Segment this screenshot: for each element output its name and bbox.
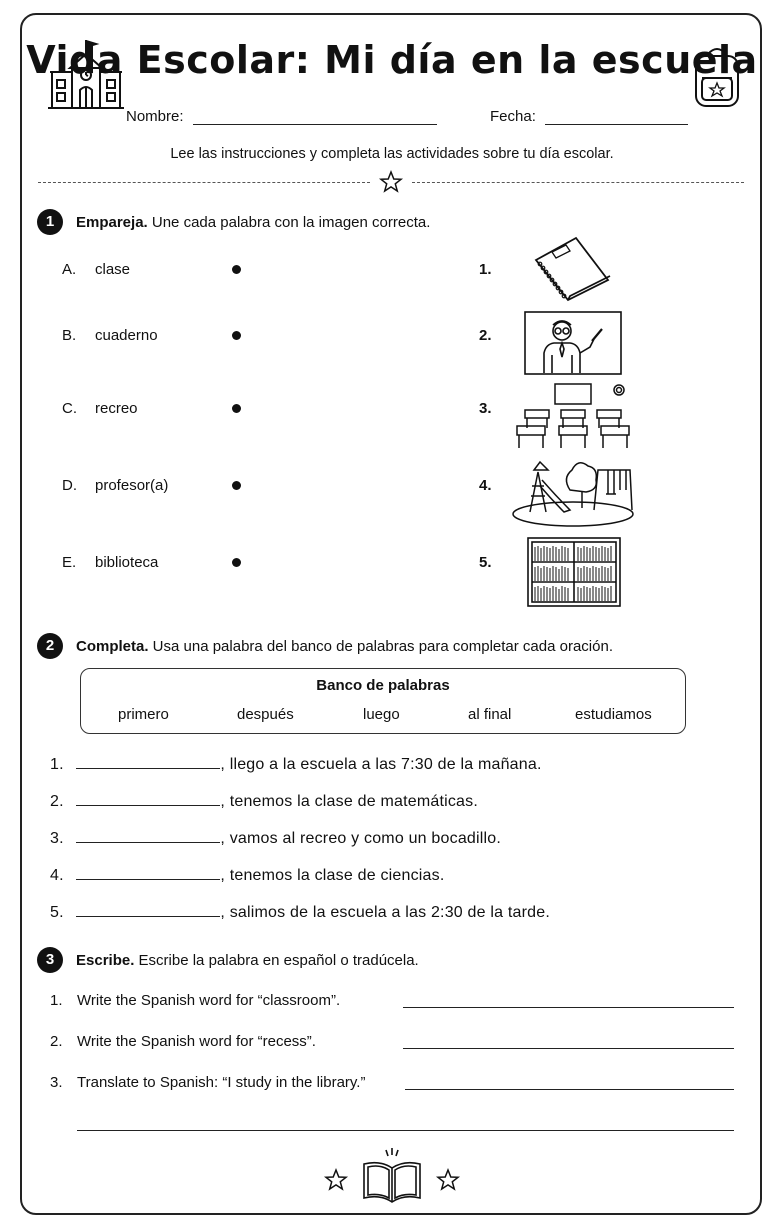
name-field[interactable]: [193, 124, 437, 125]
classroom-icon: [513, 382, 633, 450]
sentence-3-blank[interactable]: [76, 828, 220, 843]
picture-number-3: 3.: [479, 400, 492, 417]
section-3-title: [76, 952, 419, 969]
picture-number-4: 4.: [479, 477, 492, 494]
section-1-title: [76, 214, 430, 231]
match-dot-b[interactable]: [232, 331, 241, 340]
section-3-title-rest: Escribe la palabra en español o tradúcela.: [134, 952, 419, 969]
section-3-title-bold: Escribe.: [76, 952, 135, 969]
section-2-number: 2: [37, 633, 63, 659]
divider-right: [412, 182, 744, 183]
answer-2-line[interactable]: [403, 1048, 734, 1049]
sentence-2-blank[interactable]: [76, 791, 220, 806]
date-field[interactable]: [545, 124, 688, 125]
sentence-3: [50, 828, 501, 848]
sentence-5: [50, 902, 550, 922]
sentence-5-number: 5.: [50, 904, 64, 921]
instructions: Lee las instrucciones y completa las actividades sobre tu día escolar.: [170, 146, 614, 162]
section-3-number: 3: [37, 947, 63, 973]
match-letter-e: E.: [62, 554, 77, 571]
sentence-4-text: , tenemos la clase de ciencias.: [220, 867, 445, 884]
picture-number-5: 5.: [479, 554, 492, 571]
bank-word-estudiamos: estudiamos: [575, 706, 652, 723]
match-dot-e[interactable]: [232, 558, 241, 567]
match-word-e: biblioteca: [95, 554, 159, 571]
answer-3-line[interactable]: [405, 1089, 734, 1090]
bank-word-despues: después: [237, 706, 294, 723]
match-word-a: clase: [95, 261, 131, 278]
name-label: Nombre:: [126, 108, 184, 125]
sentence-4-blank[interactable]: [76, 865, 220, 880]
answer-3-extra-line[interactable]: [77, 1130, 734, 1131]
notebook-icon: [532, 236, 610, 302]
bookshelf-icon: [526, 536, 622, 608]
sentence-1-text: , llego a la escuela a las 7:30 de la mañana.: [220, 756, 542, 773]
match-letter-c: C.: [62, 400, 77, 417]
sentence-2-text: , tenemos la clase de matemáticas.: [220, 793, 478, 810]
sentence-2: [50, 791, 478, 811]
match-letter-d: D.: [62, 477, 77, 494]
answer-1-line[interactable]: [403, 1007, 734, 1008]
match-dot-c[interactable]: [232, 404, 241, 413]
picture-number-1: 1.: [479, 261, 492, 278]
match-word-c: recreo: [95, 400, 138, 417]
divider-left: [38, 182, 370, 183]
question-3-text: Translate to Spanish: “I study in the library.”: [77, 1074, 366, 1091]
section-1-title-rest: Une cada palabra con la imagen correcta.: [147, 214, 431, 231]
section-1-title-bold: Empareja.: [76, 214, 148, 231]
teacher-icon: [524, 311, 622, 375]
match-letter-a: A.: [62, 261, 77, 278]
question-2-number: 2.: [50, 1033, 63, 1050]
question-2-text: Write the Spanish word for “recess”.: [77, 1033, 316, 1050]
match-dot-a[interactable]: [232, 265, 241, 274]
sentence-1-blank[interactable]: [76, 754, 220, 769]
question-1-text: Write the Spanish word for “classroom”.: [77, 992, 341, 1009]
word-bank: [80, 668, 686, 734]
sentence-3-text: , vamos al recreo y como un bocadillo.: [220, 830, 502, 847]
section-2-title-rest: Usa una palabra del banco de palabras para completar cada oración.: [148, 638, 613, 655]
sentence-2-number: 2.: [50, 793, 64, 810]
word-bank-title: Banco de palabras: [316, 677, 450, 694]
picture-number-2: 2.: [479, 327, 492, 344]
open-book-icon: [360, 1148, 424, 1204]
date-label: Fecha:: [490, 108, 536, 125]
backpack-icon: [690, 44, 744, 108]
star-icon: [380, 171, 402, 193]
sentence-3-number: 3.: [50, 830, 64, 847]
sentence-5-text: , salimos de la escuela a las 2:30 de la tarde.: [220, 904, 550, 921]
match-word-b: cuaderno: [95, 327, 158, 344]
match-dot-d[interactable]: [232, 481, 241, 490]
match-letter-b: B.: [62, 327, 77, 344]
footer-star-left-icon: [325, 1169, 347, 1191]
page-title: Vida Escolar: Mi día en la escuela: [26, 38, 758, 82]
bank-word-luego: luego: [363, 706, 400, 723]
sentence-4-number: 4.: [50, 867, 64, 884]
playground-icon: [512, 456, 634, 528]
sentence-5-blank[interactable]: [76, 902, 220, 917]
bank-word-al-final: al final: [468, 706, 512, 723]
sentence-1: [50, 754, 542, 774]
match-word-d: profesor(a): [95, 477, 169, 494]
section-1-number: 1: [37, 209, 63, 235]
section-2-title-bold: Completa.: [76, 638, 149, 655]
sentence-4: [50, 865, 445, 885]
footer-star-right-icon: [437, 1169, 459, 1191]
bank-word-primero: primero: [118, 706, 169, 723]
question-3-number: 3.: [50, 1074, 63, 1091]
section-2-title: [76, 638, 613, 655]
sentence-1-number: 1.: [50, 756, 64, 773]
question-1-number: 1.: [50, 992, 63, 1009]
